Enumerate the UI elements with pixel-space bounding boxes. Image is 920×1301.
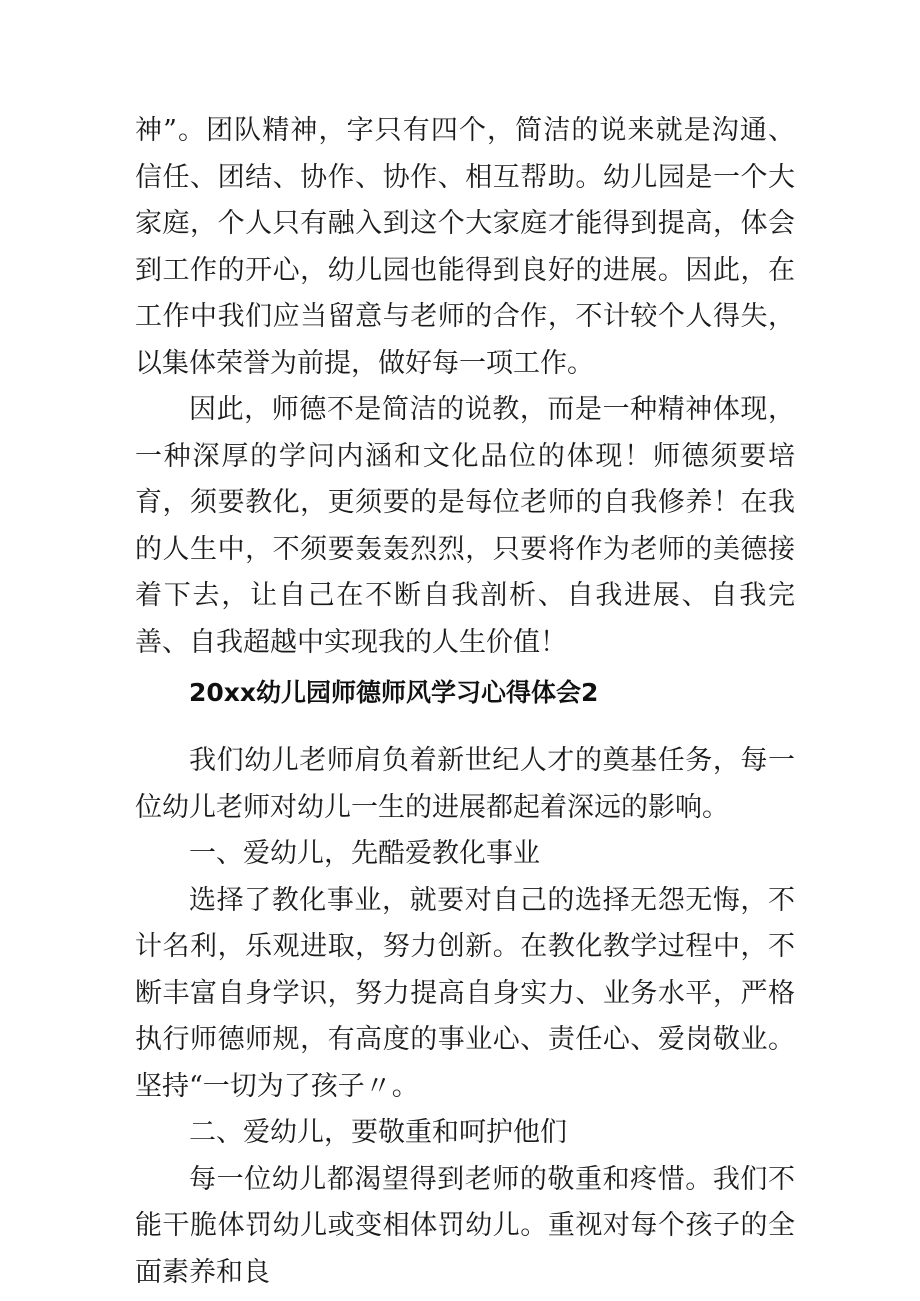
section-2-body: 每一位幼儿都渴望得到老师的敬重和疼惜。我们不能干脆体罚幼儿或变相体罚幼儿。重视对每个孩子的全面素养和良 [135,1163,795,1288]
section-2-title: 二、爱幼儿，要敬重和呵护他们 [189,1117,567,1148]
paragraph-intro: 我们幼儿老师肩负着新世纪人才的奠基任务，每一位幼儿老师对幼儿一生的进展都起着深远的影响。 [135,745,795,823]
section-1-body: 选择了教化事业，就要对自己的选择无怨无悔，不计名利，乐观进取，努力创新。在教化教学过程中，不断丰富自身学识，努力提高自身实力、业务水平，严格执行师德师规，有高度的事业心、责任心、爱岗敬业。坚持“一切为了孩子〃。 [135,884,795,1102]
paragraph-team-spirit: 神”。团队精神，字只有四个，简洁的说来就是沟通、信任、团结、协作、协作、相互帮助。幼儿园是一个大家庭，个人只有融入到这个大家庭才能得到提高，体会到工作的开心，幼儿园也能得到良好的进展。因此，在工作中我们应当留意与老师的合作，不计较个人得失，以集体荣誉为前提，做好每一项工作。 [135,115,795,379]
section-heading: 20xx幼儿园师德师风学习心得体会2 [189,678,599,707]
paragraph-teacher-ethics: 因此，师德不是简洁的说教，而是一种精神体现，一种深厚的学问内涵和文化品位的体现！师德须要培育，须要教化，更须要的是每位老师的自我修养！在我的人生中，不须要轰轰烈烈，只要将作为老师的美德接着下去，让自己在不断自我剖析、自我进展、自我完善、自我超越中实现我的人生价值！ [135,394,795,658]
document-body [135,108,795,1296]
section-1-title: 一、爱幼儿，先酷爱教化事业 [189,838,540,869]
